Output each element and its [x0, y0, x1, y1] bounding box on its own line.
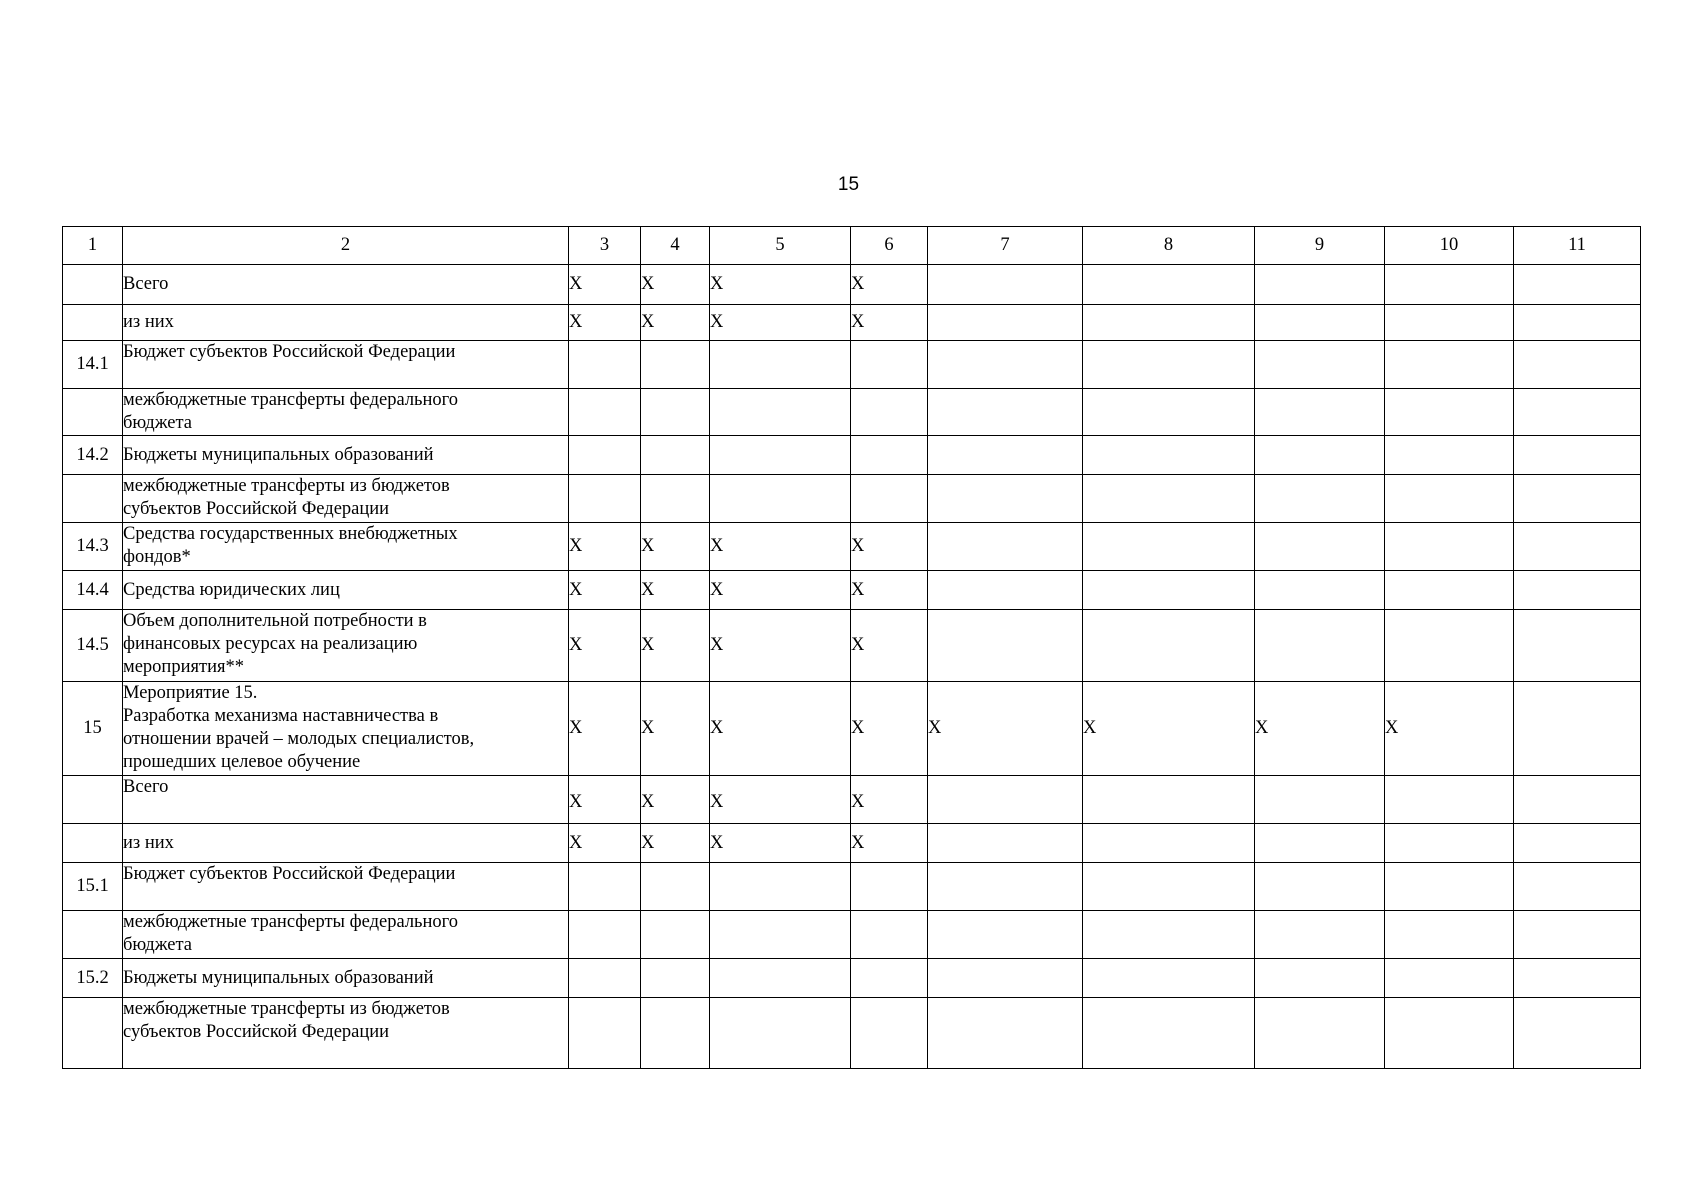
value-cell: [710, 863, 851, 911]
value-cell: [1385, 610, 1514, 682]
table-row: [63, 998, 1641, 1069]
value-cell: [928, 265, 1083, 305]
value-cell: [928, 475, 1083, 523]
value-cell: [1255, 776, 1385, 824]
table-row: [63, 436, 1641, 475]
row-label: [123, 682, 569, 776]
table-row: [63, 341, 1641, 389]
value-cell: [641, 436, 710, 475]
value-cell: [1514, 389, 1641, 436]
row-label-line: бюджета: [123, 935, 192, 955]
value-cell: [710, 389, 851, 436]
value-cell: [710, 475, 851, 523]
value-cell: X: [569, 571, 641, 610]
value-cell: [1514, 959, 1641, 998]
value-cell: [1255, 265, 1385, 305]
row-label: [123, 610, 569, 682]
value-cell: [928, 911, 1083, 959]
row-label-line: Разработка механизма наставничества в: [123, 706, 439, 726]
row-number: 15.1: [63, 863, 123, 911]
row-number: 15: [63, 682, 123, 776]
value-cell: [1385, 824, 1514, 863]
column-header: 1: [63, 227, 123, 265]
row-label: [123, 341, 569, 389]
value-cell: [1514, 436, 1641, 475]
value-cell: X: [641, 571, 710, 610]
value-cell: X: [710, 682, 851, 776]
value-cell: [928, 436, 1083, 475]
value-cell: [1083, 389, 1255, 436]
value-cell: X: [851, 610, 928, 682]
row-label-line: Бюджеты муниципальных образований: [123, 967, 434, 988]
row-label-line: отношении врачей – молодых специалистов,: [123, 729, 475, 749]
row-label: [123, 959, 569, 998]
value-cell: X: [641, 523, 710, 571]
value-cell: [1385, 571, 1514, 610]
value-cell: [1514, 610, 1641, 682]
value-cell: [1385, 863, 1514, 911]
value-cell: [1514, 475, 1641, 523]
row-label: [123, 475, 569, 523]
value-cell: [1255, 436, 1385, 475]
row-number: [63, 389, 123, 436]
column-header: 7: [928, 227, 1083, 265]
value-cell: [1514, 911, 1641, 959]
row-label-line: Средства государственных внебюджетных: [123, 524, 458, 544]
table-row: [63, 863, 1641, 911]
value-cell: [1255, 911, 1385, 959]
value-cell: [569, 911, 641, 959]
financing-table: [62, 226, 1641, 1069]
row-label-line: субъектов Российской Федерации: [123, 499, 390, 519]
row-label-line: из них: [123, 312, 174, 332]
value-cell: X: [641, 682, 710, 776]
value-cell: [1385, 959, 1514, 998]
table-row: [63, 682, 1641, 776]
row-label-line: Бюджет субъектов Российской Федерации: [123, 342, 456, 362]
value-cell: [1083, 436, 1255, 475]
value-cell: [1514, 776, 1641, 824]
row-label: [123, 523, 569, 571]
value-cell: [851, 389, 928, 436]
header-row: [63, 227, 1641, 265]
table-row: [63, 571, 1641, 610]
row-label: [123, 305, 569, 341]
value-cell: X: [710, 523, 851, 571]
row-label-line: Бюджеты муниципальных образований: [123, 444, 434, 465]
value-cell: [641, 959, 710, 998]
value-cell: [928, 305, 1083, 341]
value-cell: [1083, 998, 1255, 1069]
table-row: [63, 265, 1641, 305]
value-cell: [569, 341, 641, 389]
column-header: 2: [123, 227, 569, 265]
value-cell: [1083, 776, 1255, 824]
value-cell: [1514, 998, 1641, 1069]
row-number: 15.2: [63, 959, 123, 998]
value-cell: [1385, 475, 1514, 523]
value-cell: [1385, 911, 1514, 959]
value-cell: [928, 341, 1083, 389]
row-label: [123, 436, 569, 475]
value-cell: [928, 523, 1083, 571]
value-cell: X: [851, 824, 928, 863]
value-cell: [710, 998, 851, 1069]
value-cell: [1385, 305, 1514, 341]
value-cell: X: [569, 523, 641, 571]
value-cell: [851, 475, 928, 523]
row-label-line: субъектов Российской Федерации: [123, 1022, 390, 1042]
value-cell: [1255, 824, 1385, 863]
row-number: [63, 776, 123, 824]
value-cell: [1385, 998, 1514, 1069]
row-label: [123, 389, 569, 436]
value-cell: X: [569, 305, 641, 341]
row-label-line: Всего: [123, 777, 169, 797]
value-cell: [569, 389, 641, 436]
row-number: [63, 475, 123, 523]
row-label-line: Мероприятие 15.: [123, 683, 258, 703]
value-cell: [1385, 265, 1514, 305]
column-header: 11: [1514, 227, 1641, 265]
value-cell: [1514, 341, 1641, 389]
value-cell: [1255, 389, 1385, 436]
table-row: [63, 776, 1641, 824]
row-number: 14.5: [63, 610, 123, 682]
value-cell: [1514, 682, 1641, 776]
column-header: 5: [710, 227, 851, 265]
page-number: 15: [837, 174, 860, 195]
value-cell: X: [710, 305, 851, 341]
value-cell: [1385, 389, 1514, 436]
row-label-line: бюджета: [123, 413, 192, 433]
value-cell: [710, 911, 851, 959]
row-label: [123, 776, 569, 824]
value-cell: X: [1385, 682, 1514, 776]
row-label-line: Средства юридических лиц: [123, 579, 340, 600]
row-number: 14.3: [63, 523, 123, 571]
value-cell: [928, 824, 1083, 863]
row-label-line: из них: [123, 832, 174, 853]
value-cell: [641, 475, 710, 523]
value-cell: [1255, 571, 1385, 610]
value-cell: [641, 911, 710, 959]
value-cell: X: [851, 523, 928, 571]
value-cell: [641, 389, 710, 436]
value-cell: [1083, 305, 1255, 341]
row-label-line: Всего: [123, 274, 169, 294]
value-cell: X: [851, 571, 928, 610]
value-cell: [1514, 863, 1641, 911]
value-cell: X: [641, 265, 710, 305]
value-cell: [1255, 610, 1385, 682]
column-header: 9: [1255, 227, 1385, 265]
value-cell: [851, 341, 928, 389]
value-cell: X: [851, 682, 928, 776]
value-cell: X: [569, 682, 641, 776]
value-cell: [928, 610, 1083, 682]
row-number: [63, 911, 123, 959]
value-cell: [641, 998, 710, 1069]
value-cell: [1083, 959, 1255, 998]
value-cell: [569, 475, 641, 523]
value-cell: [851, 436, 928, 475]
value-cell: [641, 863, 710, 911]
row-number: [63, 305, 123, 341]
row-label: [123, 824, 569, 863]
value-cell: X: [1083, 682, 1255, 776]
value-cell: X: [710, 776, 851, 824]
row-number: [63, 824, 123, 863]
row-label: [123, 571, 569, 610]
table-row: [63, 389, 1641, 436]
row-label: [123, 863, 569, 911]
value-cell: [928, 389, 1083, 436]
table-row: [63, 911, 1641, 959]
value-cell: X: [928, 682, 1083, 776]
value-cell: [710, 959, 851, 998]
row-label-line: мероприятия**: [123, 657, 244, 677]
row-label-line: Бюджет субъектов Российской Федерации: [123, 864, 456, 884]
table-row: [63, 959, 1641, 998]
value-cell: [851, 863, 928, 911]
column-header: 10: [1385, 227, 1514, 265]
value-cell: [710, 436, 851, 475]
value-cell: X: [569, 776, 641, 824]
row-label-line: межбюджетные трансферты из бюджетов: [123, 476, 450, 496]
row-label: [123, 911, 569, 959]
value-cell: [1514, 824, 1641, 863]
value-cell: X: [851, 265, 928, 305]
row-label-line: межбюджетные трансферты из бюджетов: [123, 999, 450, 1019]
row-label-line: фондов*: [123, 547, 191, 567]
value-cell: [1083, 824, 1255, 863]
value-cell: X: [710, 571, 851, 610]
value-cell: X: [851, 305, 928, 341]
value-cell: X: [641, 610, 710, 682]
row-label: [123, 998, 569, 1069]
value-cell: [851, 998, 928, 1069]
value-cell: X: [641, 824, 710, 863]
value-cell: [1385, 523, 1514, 571]
value-cell: [1255, 341, 1385, 389]
value-cell: [1385, 776, 1514, 824]
value-cell: X: [710, 824, 851, 863]
table-row: [63, 305, 1641, 341]
value-cell: [569, 436, 641, 475]
row-number: [63, 265, 123, 305]
column-header: 6: [851, 227, 928, 265]
value-cell: X: [710, 265, 851, 305]
value-cell: [1385, 341, 1514, 389]
value-cell: [851, 959, 928, 998]
row-label-line: прошедших целевое обучение: [123, 752, 361, 772]
value-cell: [1514, 305, 1641, 341]
value-cell: X: [569, 265, 641, 305]
value-cell: [1083, 610, 1255, 682]
value-cell: [928, 998, 1083, 1069]
row-label-line: межбюджетные трансферты федерального: [123, 912, 459, 932]
table-row: [63, 824, 1641, 863]
value-cell: [1255, 959, 1385, 998]
value-cell: [1255, 475, 1385, 523]
table-row: [63, 610, 1641, 682]
value-cell: [928, 571, 1083, 610]
value-cell: [1255, 863, 1385, 911]
row-label: [123, 265, 569, 305]
value-cell: [928, 959, 1083, 998]
row-label-line: финансовых ресурсах на реализацию: [123, 634, 418, 654]
column-header: 3: [569, 227, 641, 265]
value-cell: X: [641, 776, 710, 824]
value-cell: [641, 341, 710, 389]
value-cell: [1083, 265, 1255, 305]
value-cell: X: [569, 610, 641, 682]
value-cell: [1083, 863, 1255, 911]
value-cell: [1514, 265, 1641, 305]
value-cell: X: [851, 776, 928, 824]
value-cell: [1083, 571, 1255, 610]
value-cell: [1514, 571, 1641, 610]
value-cell: [851, 911, 928, 959]
value-cell: X: [1255, 682, 1385, 776]
row-number: [63, 998, 123, 1069]
value-cell: [1083, 475, 1255, 523]
row-number: 14.1: [63, 341, 123, 389]
value-cell: X: [641, 305, 710, 341]
row-label-line: межбюджетные трансферты федерального: [123, 390, 459, 410]
value-cell: [1083, 523, 1255, 571]
value-cell: [569, 863, 641, 911]
value-cell: [569, 998, 641, 1069]
value-cell: [928, 863, 1083, 911]
value-cell: [1255, 998, 1385, 1069]
value-cell: [1083, 911, 1255, 959]
table-row: [63, 475, 1641, 523]
value-cell: X: [569, 824, 641, 863]
table-row: [63, 523, 1641, 571]
column-header: 8: [1083, 227, 1255, 265]
value-cell: [569, 959, 641, 998]
row-label-line: Объем дополнительной потребности в: [123, 611, 427, 631]
value-cell: [928, 776, 1083, 824]
value-cell: [1255, 523, 1385, 571]
column-header: 4: [641, 227, 710, 265]
value-cell: X: [710, 610, 851, 682]
value-cell: [1083, 341, 1255, 389]
row-number: 14.4: [63, 571, 123, 610]
value-cell: [710, 341, 851, 389]
value-cell: [1385, 436, 1514, 475]
value-cell: [1255, 305, 1385, 341]
value-cell: [1514, 523, 1641, 571]
row-number: 14.2: [63, 436, 123, 475]
